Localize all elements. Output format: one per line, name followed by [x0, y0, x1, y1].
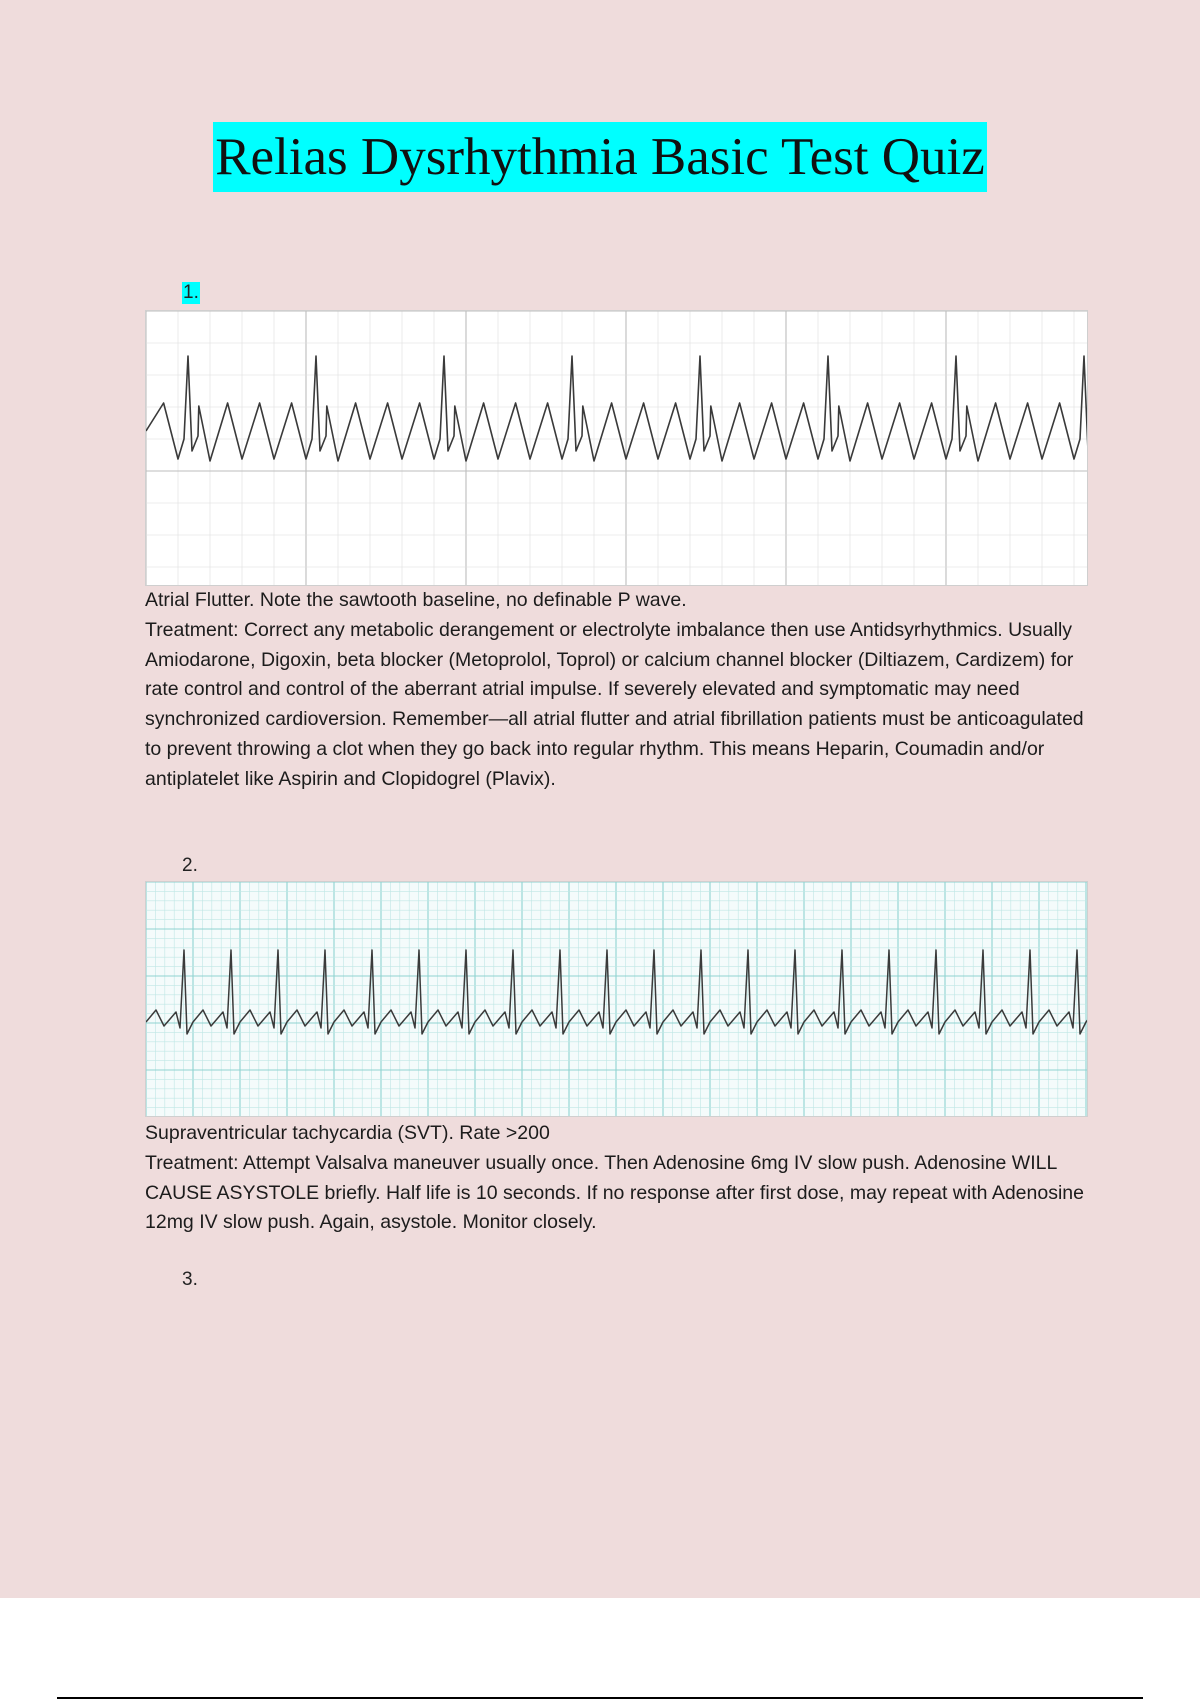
title-container: [0, 122, 1200, 192]
diagnosis-text-1: Atrial Flutter. Note the sawtooth baseline, no definable P wave.: [145, 589, 687, 611]
answer-block-2: [145, 1119, 1095, 1238]
treatment-text-2: Treatment: Attempt Valsalva maneuver usually once. Then Adenosine 6mg IV slow push. Adenosine WILL CAUSE ASYSTOLE briefly. Half life is 10 seconds. If no response after first dose, may repeat with Adenosine 12mg IV slow push. Again, asystole. Monitor closely.: [145, 1151, 1084, 1234]
footer-divider: [57, 1697, 1143, 1699]
question-number-2: 2.: [182, 855, 198, 876]
document-title: Relias Dysrhythmia Basic Test Quiz: [213, 122, 987, 192]
question-number-1: 1.: [183, 282, 199, 303]
question-number-3: 3.: [182, 1269, 198, 1290]
ecg-strip-atrial-flutter: [145, 310, 1088, 586]
answer-block-1: [145, 586, 1095, 795]
ecg-strip-svt: [145, 881, 1088, 1117]
diagnosis-text-2: Supraventricular tachycardia (SVT). Rate >200: [145, 1122, 550, 1144]
treatment-text-1: Treatment: Correct any metabolic derangement or electrolyte imbalance then use Antidsyrhythmics. Usually Amiodarone, Digoxin, beta blocker (Metoprolol, Toprol) or calcium channel blocker (Diltiazem, Cardizem) for rate control and control of the aberrant atrial impulse. If severely elevated and symptomatic may need synchronized cardioversion. Remember—all atrial flutter and atrial fibrillation patients must be anticoagulated to prevent throwing a clot when they go back into regular rhythm. This means Heparin, Coumadin and/or antiplatelet like Aspirin and Clopidogrel (Plavix).: [145, 618, 1084, 790]
